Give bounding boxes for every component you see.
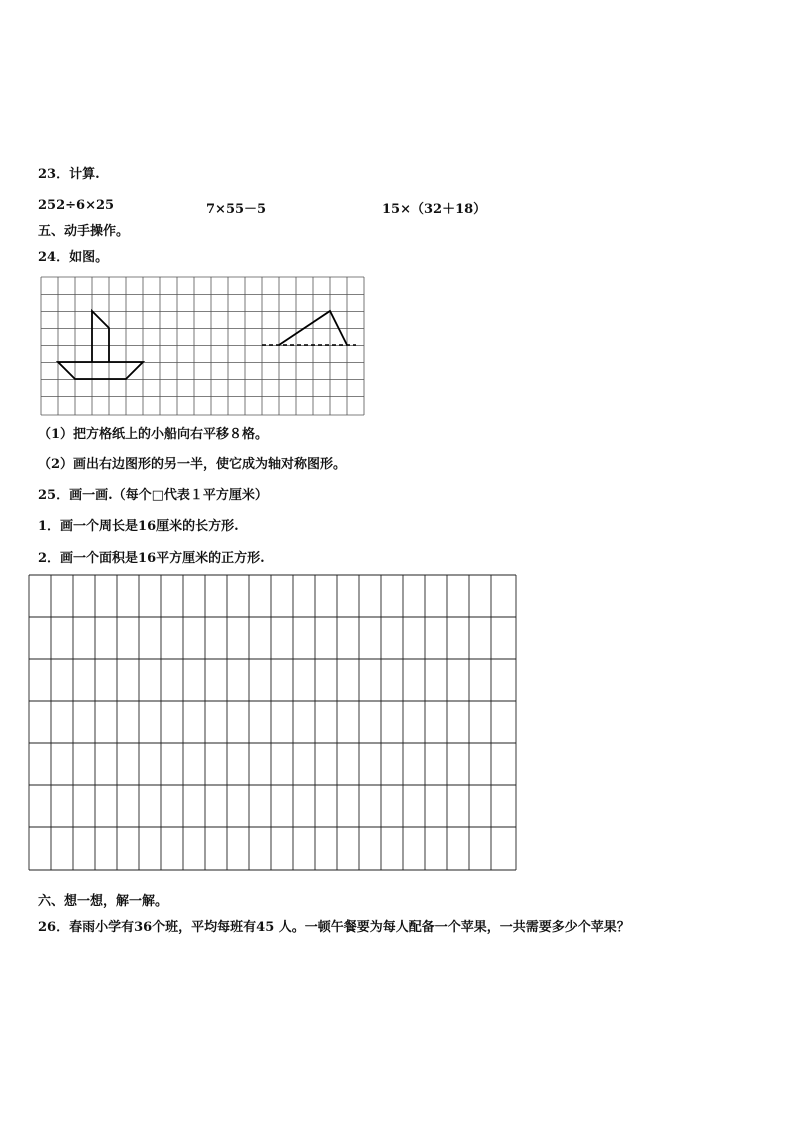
q25-grid	[28, 574, 518, 872]
q24-item-1: （1）把方格纸上的小船向右平移８格。	[38, 427, 269, 442]
q23-title: 23．计算.	[38, 167, 100, 182]
q25-title: 25．画一画.（每个□代表１平方厘米）	[38, 488, 268, 503]
section5-title: 五、动手操作。	[38, 224, 130, 239]
q25-item-1: 1．画一个周长是16厘米的长方形.	[38, 519, 239, 534]
q26-title: 26．春雨小学有36个班，平均每班有45 人。一顿午餐要为每人配备一个苹果，一共需要多少个苹果？	[38, 920, 630, 935]
q23-expression-1: 252÷6×25	[38, 198, 115, 213]
q23-expression-2: 7×55－5	[206, 202, 267, 217]
section6-title: 六、想一想，解一解。	[38, 894, 169, 909]
boat-figure	[58, 311, 143, 379]
q24-item-2: （2）画出右边图形的另一半，使它成为轴对称图形。	[38, 457, 347, 472]
q25-item-2: 2．画一个面积是16平方厘米的正方形.	[38, 551, 265, 566]
q23-expression-3: 15×（32＋18）	[382, 202, 487, 217]
q24-grid	[40, 276, 366, 418]
q24-title: 24．如图。	[38, 250, 109, 265]
grid-lines	[41, 277, 364, 415]
